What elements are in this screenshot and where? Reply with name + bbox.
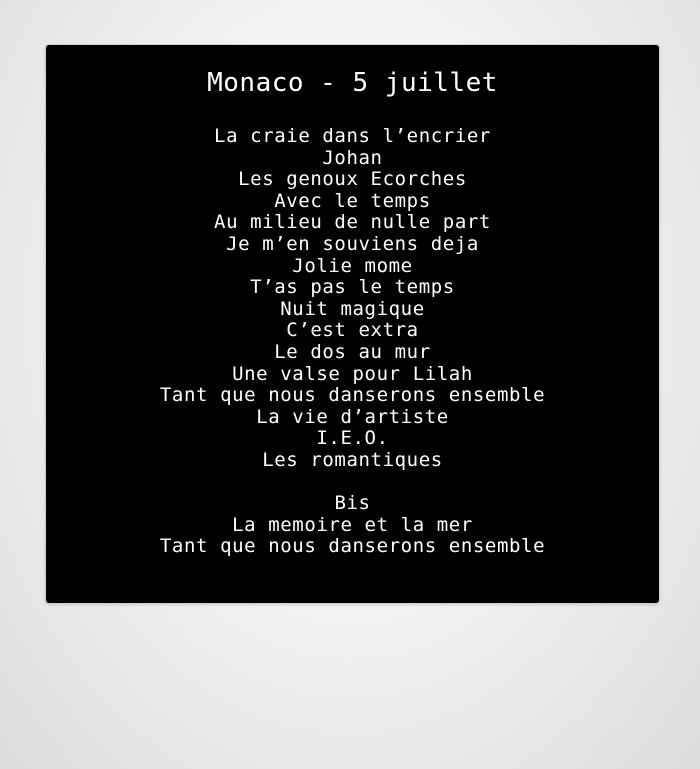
list-item: Avec le temps (274, 189, 431, 212)
list-item: Les genoux Ecorches (238, 168, 467, 191)
setlist-panel (46, 45, 659, 603)
list-item: Jolie mome (292, 254, 413, 277)
list-item: C’est extra (286, 319, 419, 342)
list-item: La craie dans l’encrier (214, 125, 491, 147)
encore-label: Bis (334, 492, 371, 515)
page-title: Monaco - 5 juillet (207, 68, 498, 98)
list-item: T’as pas le temps (250, 276, 455, 299)
list-item: Les romantiques (262, 448, 443, 471)
list-item: Tant que nous danserons ensemble (159, 384, 546, 407)
list-item: Johan (322, 146, 383, 169)
list-item: I.E.O. (316, 427, 389, 450)
list-item: Nuit magique (280, 297, 425, 320)
list-divider (46, 472, 659, 494)
list-item: Le dos au mur (274, 340, 431, 363)
list-item: Au milieu de nulle part (214, 211, 491, 234)
encore-item: Tant que nous danserons ensemble (159, 535, 546, 558)
encore-item: La memoire et la mer (232, 513, 473, 536)
list-item: Je m’en souviens deja (226, 232, 479, 255)
setlist (46, 126, 659, 558)
list-item: Une valse pour Lilah (232, 362, 473, 385)
list-item: La vie d’artiste (256, 405, 449, 428)
